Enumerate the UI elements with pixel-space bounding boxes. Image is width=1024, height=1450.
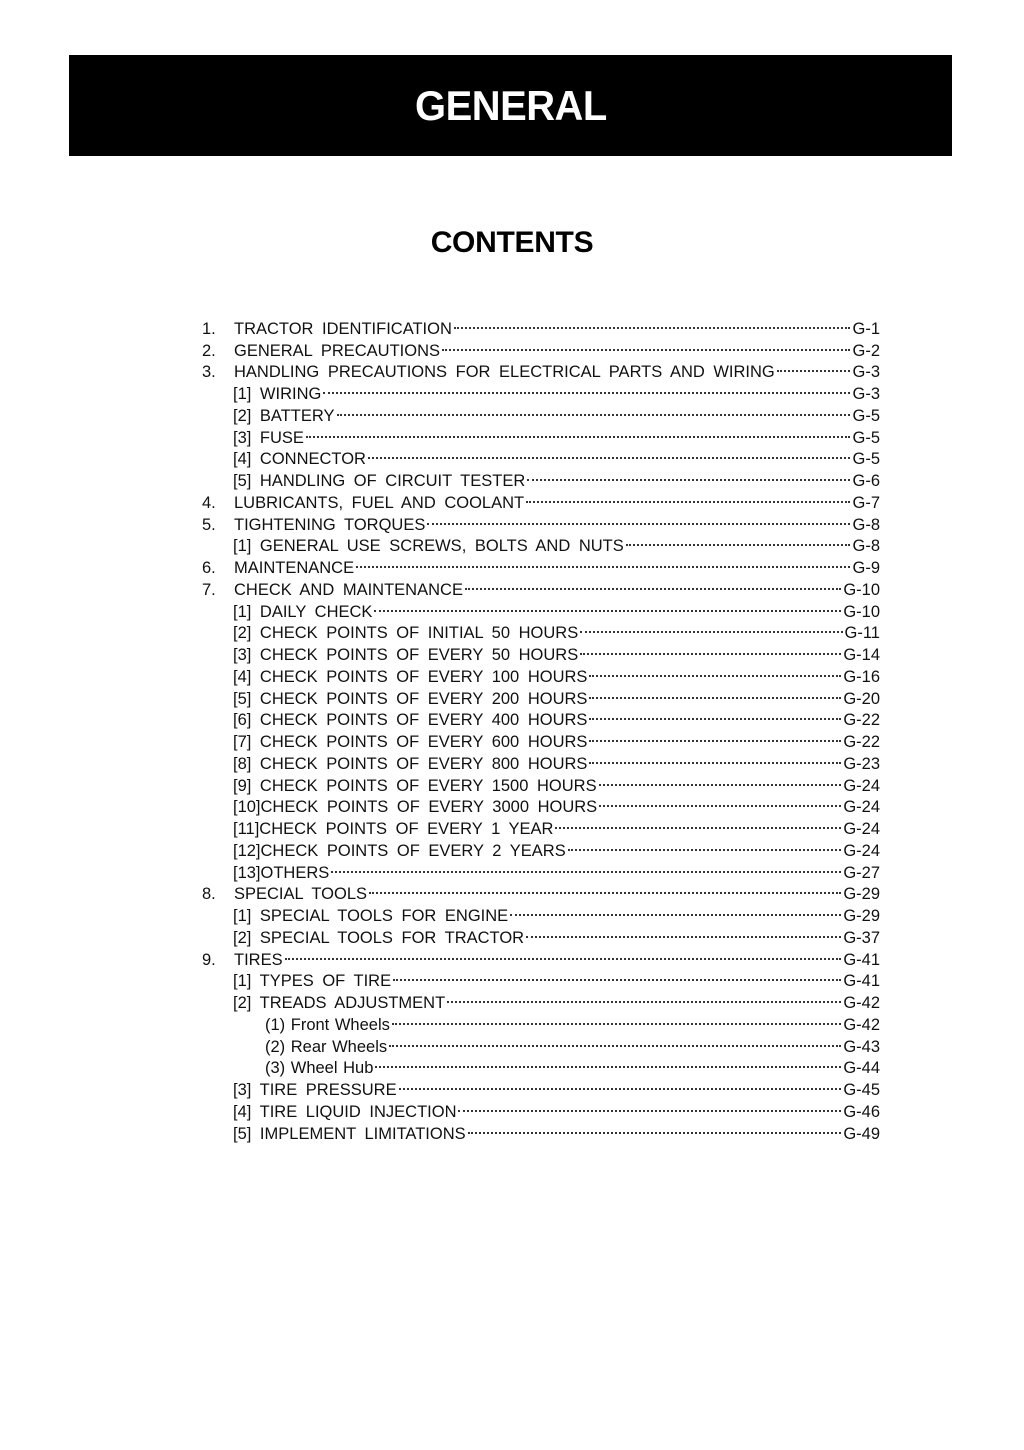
dot-leader — [442, 334, 850, 356]
toc-entry-page[interactable]: G-42 — [843, 1015, 880, 1034]
toc-entry[interactable] — [202, 638, 880, 664]
toc-entry[interactable] — [202, 1095, 880, 1121]
toc-entry-number: 1. — [202, 319, 216, 338]
toc-entry-number: 5. — [202, 515, 216, 534]
toc-entry-label[interactable]: TIGHTENING TORQUES — [234, 515, 426, 534]
toc-entry[interactable] — [202, 1030, 880, 1056]
toc-entry-page[interactable]: G-14 — [843, 646, 880, 664]
dot-leader — [427, 508, 850, 530]
dot-leader — [454, 312, 851, 334]
toc-entry[interactable] — [202, 551, 880, 577]
toc-entry-label[interactable]: [4] TIRE LIQUID INJECTION — [233, 1102, 457, 1121]
toc-entry-label[interactable]: TIRES — [234, 950, 283, 969]
toc-entry-label[interactable]: [5] CHECK POINTS OF EVERY 200 HOURS — [233, 689, 588, 708]
toc-entry[interactable] — [202, 1117, 880, 1143]
toc-entry-label[interactable]: (2) Rear Wheels — [265, 1037, 388, 1056]
toc-entry-page[interactable]: G-3 — [852, 363, 880, 382]
dot-leader — [369, 878, 841, 900]
toc-entry-label[interactable]: [1] TYPES OF TIRE — [233, 972, 392, 991]
toc-entry-label[interactable]: LUBRICANTS, FUEL AND COOLANT — [234, 493, 525, 512]
toc-entry-page[interactable]: G-49 — [843, 1124, 880, 1143]
dot-leader — [527, 464, 850, 486]
toc-entry[interactable] — [202, 921, 880, 947]
dot-leader — [331, 856, 841, 878]
toc-entry-page[interactable]: G-10 — [843, 602, 880, 621]
toc-entry-page[interactable]: G-1 — [852, 319, 880, 338]
toc-entry-label[interactable]: CHECK AND MAINTENANCE — [234, 580, 463, 599]
dot-leader — [777, 356, 851, 378]
dot-leader — [337, 399, 851, 421]
toc-entry[interactable] — [202, 965, 880, 991]
toc-entry-label[interactable]: [1] DAILY CHECK — [233, 602, 373, 621]
toc-entry-page[interactable]: G-9 — [852, 559, 880, 577]
toc-entry-label[interactable]: SPECIAL TOOLS — [234, 885, 368, 904]
dot-leader — [374, 595, 841, 617]
toc-entry[interactable] — [202, 791, 880, 817]
contents-heading: CONTENTS — [430, 226, 594, 259]
dot-leader — [589, 725, 841, 747]
toc-entry-label[interactable]: [2] SPECIAL TOOLS FOR TRACTOR — [233, 928, 525, 947]
toc-entry-label[interactable]: [1] SPECIAL TOOLS FOR ENGINE — [233, 907, 509, 925]
toc-entry-label[interactable]: [8] CHECK POINTS OF EVERY 800 HOURS — [233, 754, 588, 773]
toc-entry[interactable] — [202, 530, 880, 556]
toc-entry[interactable] — [202, 356, 880, 382]
dot-leader — [356, 551, 850, 573]
toc-entry-page[interactable]: G-6 — [852, 472, 880, 490]
toc-entry-label[interactable]: [3] TIRE PRESSURE — [233, 1081, 397, 1099]
toc-entry[interactable] — [202, 986, 880, 1012]
toc-entry-label[interactable]: (1) Front Wheels — [265, 1015, 390, 1034]
dot-leader — [510, 899, 841, 921]
section-banner — [69, 55, 952, 156]
toc-entry-page[interactable]: G-46 — [843, 1102, 880, 1121]
toc-entry-page[interactable]: G-24 — [843, 841, 880, 860]
toc-entry[interactable] — [202, 660, 880, 686]
toc-entry[interactable] — [202, 617, 880, 643]
toc-entry-label[interactable]: GENERAL PRECAUTIONS — [234, 341, 441, 360]
toc-entry-number: 7. — [202, 580, 216, 599]
toc-entry[interactable] — [202, 573, 880, 599]
toc-entry-label[interactable]: [2] BATTERY — [233, 406, 335, 425]
dot-leader — [389, 1030, 841, 1052]
dot-leader — [468, 1117, 842, 1139]
toc-entry-page[interactable]: G-44 — [843, 1059, 880, 1078]
toc-entry-number: 6. — [202, 559, 216, 577]
toc-entry[interactable] — [202, 443, 880, 469]
dot-leader — [285, 943, 842, 965]
toc-entry[interactable] — [202, 725, 880, 751]
toc-entry[interactable] — [202, 508, 880, 534]
toc-entry-number: 9. — [202, 950, 216, 969]
toc-entry-page[interactable]: G-41 — [843, 950, 880, 969]
toc-entry-label[interactable]: [7] CHECK POINTS OF EVERY 600 HOURS — [233, 733, 588, 751]
toc-entry-page[interactable]: G-22 — [843, 733, 880, 751]
toc-entry[interactable] — [202, 878, 880, 904]
toc-entry-page[interactable]: G-23 — [843, 754, 880, 773]
dot-leader — [526, 921, 841, 943]
table-of-contents — [202, 312, 880, 1143]
toc-entry-number: 4. — [202, 493, 216, 512]
dot-leader — [589, 747, 841, 769]
dot-leader — [555, 812, 841, 834]
dot-leader — [526, 486, 850, 508]
toc-entry-label[interactable]: [1] GENERAL USE SCREWS, BOLTS AND NUTS — [233, 537, 624, 556]
dot-leader — [599, 791, 841, 813]
toc-entry-number: 3. — [202, 363, 216, 382]
toc-entry-label[interactable]: [13]OTHERS — [233, 863, 330, 882]
toc-entry[interactable] — [202, 595, 880, 621]
toc-entry-page[interactable]: G-7 — [852, 493, 880, 512]
toc-entry-page[interactable]: G-3 — [852, 385, 880, 403]
toc-entry-label[interactable]: [12]CHECK POINTS OF EVERY 2 YEARS — [233, 841, 566, 860]
dot-leader — [458, 1095, 841, 1117]
toc-entry-label[interactable]: [4] CHECK POINTS OF EVERY 100 HOURS — [233, 667, 588, 686]
toc-entry-page[interactable]: G-20 — [843, 689, 880, 708]
toc-entry-label[interactable]: [6] CHECK POINTS OF EVERY 400 HOURS — [233, 711, 588, 730]
toc-entry-label[interactable]: [3] FUSE — [233, 428, 304, 447]
toc-entry[interactable] — [202, 464, 880, 490]
toc-entry[interactable] — [202, 1052, 880, 1078]
toc-entry-page[interactable]: G-27 — [843, 863, 880, 882]
toc-entry[interactable] — [202, 943, 880, 969]
toc-entry-page[interactable]: G-45 — [843, 1081, 880, 1099]
toc-entry[interactable] — [202, 812, 880, 838]
toc-entry[interactable] — [202, 421, 880, 447]
dot-leader — [589, 682, 841, 704]
toc-entry-page[interactable]: G-11 — [844, 624, 880, 643]
dot-leader — [568, 834, 842, 856]
toc-entry-label[interactable]: [5] HANDLING OF CIRCUIT TESTER — [233, 472, 526, 490]
toc-entry[interactable] — [202, 747, 880, 773]
toc-entry-label[interactable]: [9] CHECK POINTS OF EVERY 1500 HOURS — [233, 776, 597, 795]
section-title: GENERAL — [414, 81, 607, 129]
toc-entry-label[interactable]: [5] IMPLEMENT LIMITATIONS — [233, 1124, 466, 1143]
dot-leader — [393, 965, 841, 987]
dot-leader — [626, 530, 851, 552]
toc-entry[interactable] — [202, 682, 880, 708]
toc-entry-page[interactable]: G-43 — [843, 1037, 880, 1056]
dot-leader — [306, 421, 851, 443]
toc-entry[interactable] — [202, 704, 880, 730]
toc-entry-page[interactable]: G-29 — [843, 907, 880, 925]
toc-entry-label[interactable]: [4] CONNECTOR — [233, 450, 366, 469]
toc-entry[interactable] — [202, 769, 880, 795]
toc-entry-label[interactable]: [2] TREADS ADJUSTMENT — [233, 994, 446, 1012]
toc-entry-page[interactable]: G-16 — [843, 667, 880, 686]
dot-leader — [589, 704, 841, 726]
toc-entry-label[interactable]: [3] CHECK POINTS OF EVERY 50 HOURS — [233, 646, 579, 664]
dot-leader — [580, 638, 841, 660]
dot-leader — [368, 443, 851, 465]
toc-entry-number: 2. — [202, 341, 216, 360]
dot-leader — [375, 1052, 841, 1074]
toc-entry-page[interactable]: G-41 — [843, 972, 880, 991]
toc-entry-page[interactable]: G-24 — [843, 820, 880, 838]
toc-entry-label[interactable]: TRACTOR IDENTIFICATION — [234, 319, 452, 338]
toc-entry[interactable] — [202, 834, 880, 860]
toc-entry-page[interactable]: G-8 — [852, 515, 880, 534]
toc-entry-page[interactable]: G-5 — [852, 406, 880, 425]
toc-entry-label[interactable]: [10]CHECK POINTS OF EVERY 3000 HOURS — [233, 798, 598, 817]
toc-entry-label[interactable]: [2] CHECK POINTS OF INITIAL 50 HOURS — [233, 624, 579, 643]
toc-entry[interactable] — [202, 856, 880, 882]
toc-entry[interactable] — [202, 312, 880, 338]
toc-entry-page[interactable]: G-42 — [843, 994, 880, 1012]
toc-entry[interactable] — [202, 399, 880, 425]
toc-entry-page[interactable]: G-24 — [843, 798, 880, 817]
toc-entry-page[interactable]: G-37 — [843, 928, 880, 947]
toc-entry-page[interactable]: G-5 — [852, 428, 880, 447]
toc-entry-label[interactable]: MAINTENANCE — [234, 559, 355, 577]
dot-leader — [465, 573, 841, 595]
toc-entry-page[interactable]: G-8 — [852, 537, 880, 556]
toc-entry-label[interactable]: [1] WIRING — [233, 385, 322, 403]
toc-entry-page[interactable]: G-24 — [843, 776, 880, 795]
toc-entry[interactable] — [202, 899, 880, 925]
toc-entry[interactable] — [202, 1008, 880, 1034]
toc-entry[interactable] — [202, 1073, 880, 1099]
toc-entry-page[interactable]: G-29 — [843, 885, 880, 904]
dot-leader — [589, 660, 841, 682]
toc-entry-number: 8. — [202, 885, 216, 904]
dot-leader — [323, 377, 850, 399]
toc-entry-label[interactable]: [11]CHECK POINTS OF EVERY 1 YEAR — [233, 820, 554, 838]
toc-entry-label[interactable]: HANDLING PRECAUTIONS FOR ELECTRICAL PARTS AND WIRING — [234, 363, 775, 382]
toc-entry[interactable] — [202, 377, 880, 403]
toc-entry-page[interactable]: G-2 — [852, 341, 880, 360]
dot-leader — [399, 1073, 842, 1095]
dot-leader — [580, 617, 842, 639]
toc-entry-page[interactable]: G-5 — [852, 450, 880, 469]
dot-leader — [447, 986, 841, 1008]
toc-entry-page[interactable]: G-22 — [843, 711, 880, 730]
toc-entry-page[interactable]: G-10 — [843, 580, 880, 599]
dot-leader — [392, 1008, 841, 1030]
toc-entry[interactable] — [202, 334, 880, 360]
dot-leader — [599, 769, 842, 791]
toc-entry[interactable] — [202, 486, 880, 512]
toc-entry-label[interactable]: (3) Wheel Hub — [265, 1059, 374, 1078]
